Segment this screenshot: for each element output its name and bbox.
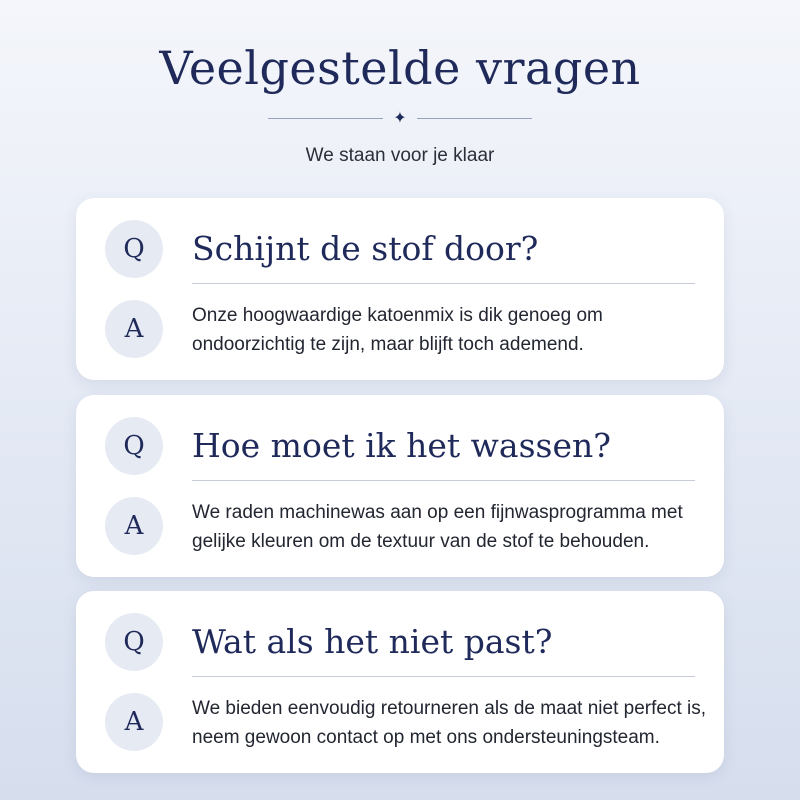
faq-question: Hoe moet ik het wassen?	[192, 426, 611, 465]
question-badge: Q	[105, 417, 163, 475]
title-divider	[268, 110, 532, 130]
page-title: Veelgestelde vragen	[159, 41, 641, 95]
faq-answer: We bieden eenvoudig retourneren als de maat niet perfect is, neem gewoon contact op met ons ondersteuningsteam.	[192, 698, 707, 748]
faq-question: Schijnt de stof door?	[192, 229, 539, 268]
question-badge: Q	[105, 220, 163, 278]
faq-card	[76, 591, 724, 773]
sparkle-star-icon: ✦	[393, 108, 407, 127]
faq-question: Wat als het niet past?	[192, 622, 553, 661]
faq-answer: We raden machinewas aan op een fijnwasprogramma met gelijke kleuren om de textuur van de stof te behouden.	[192, 502, 683, 552]
card-divider	[192, 480, 695, 481]
faq-header	[0, 0, 800, 190]
divider-line-left	[268, 118, 383, 119]
answer-badge: A	[105, 497, 163, 555]
divider-line-right	[417, 118, 532, 119]
answer-badge: A	[105, 693, 163, 751]
question-badge: Q	[105, 613, 163, 671]
faq-answer: Onze hoogwaardige katoenmix is dik genoeg om ondoorzichtig te zijn, maar blijft toch ademend.	[192, 305, 603, 355]
faq-card	[76, 395, 724, 577]
page-subtitle: We staan voor je klaar	[305, 145, 495, 166]
faq-card	[76, 198, 724, 380]
card-divider	[192, 676, 695, 677]
answer-badge: A	[105, 300, 163, 358]
card-divider	[192, 283, 695, 284]
